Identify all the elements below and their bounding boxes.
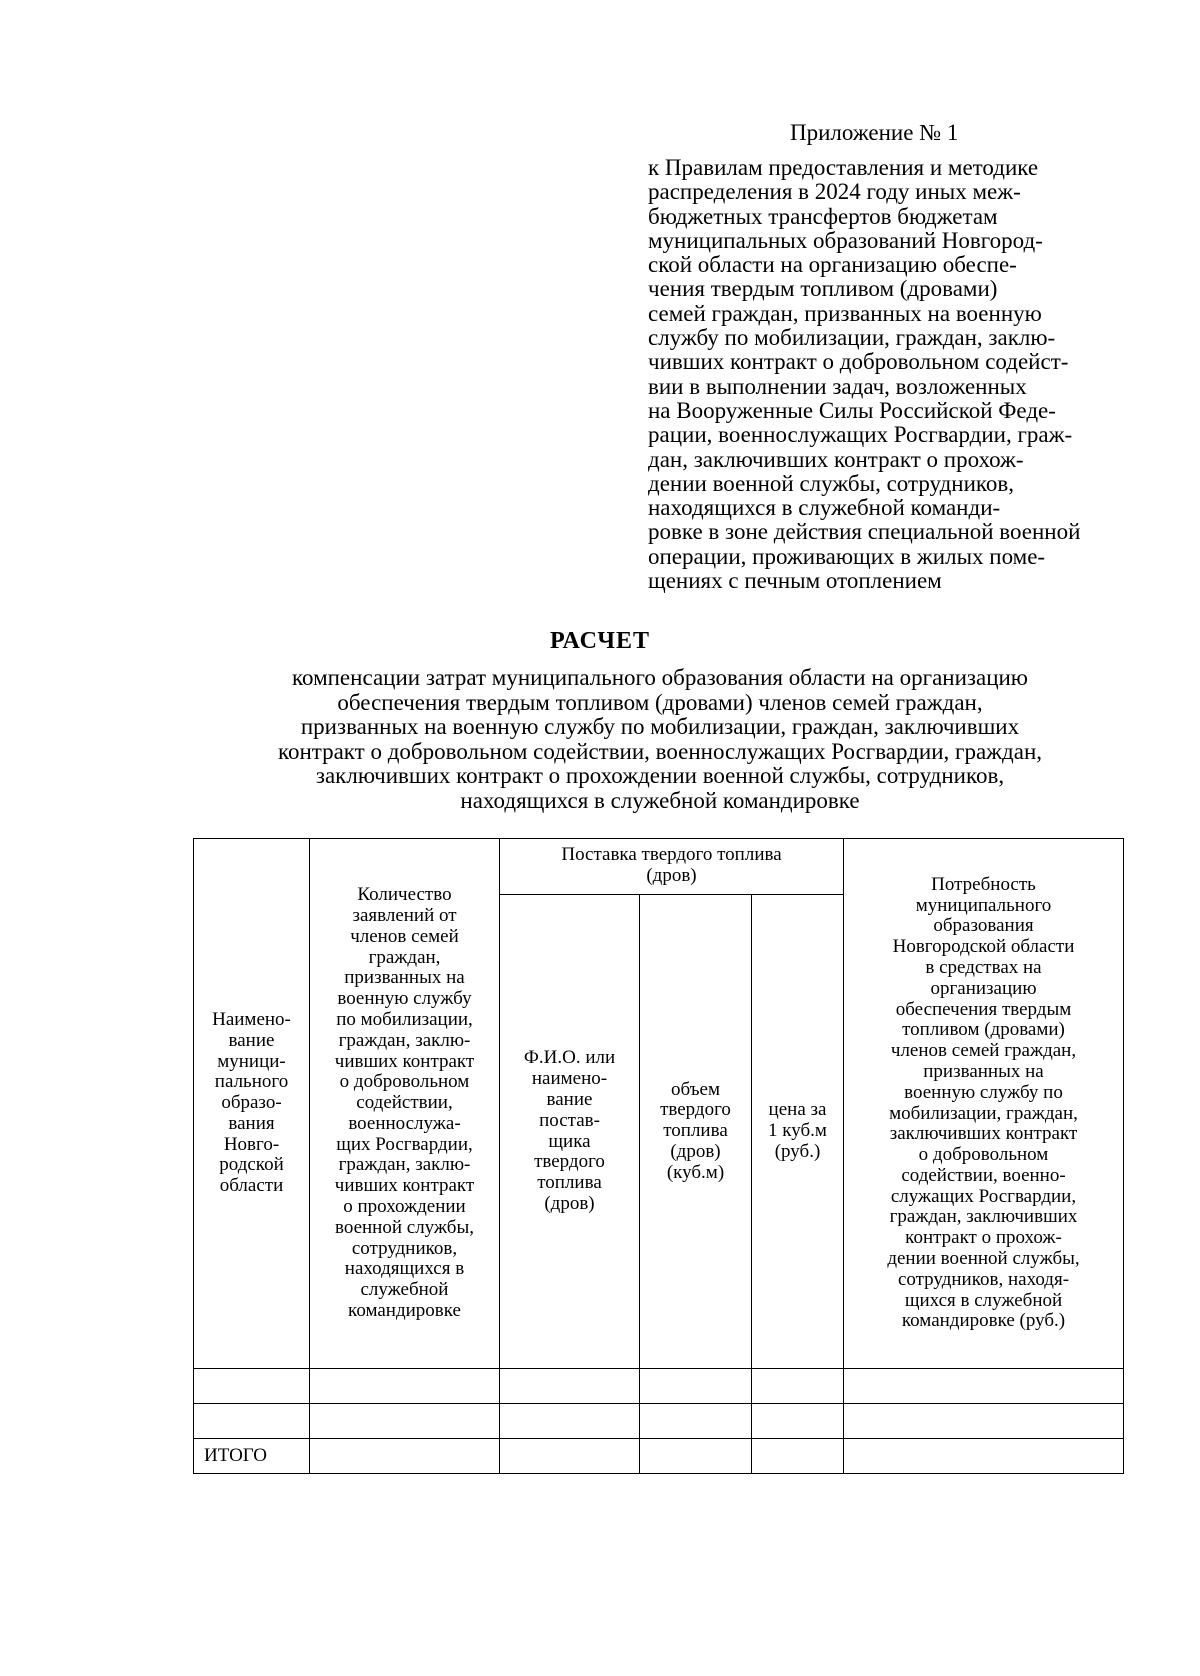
header-funding-need — [844, 839, 1124, 1369]
text-line: Потребность — [931, 873, 1036, 895]
text-line: мобилизации, граждан, — [889, 1102, 1078, 1124]
text-line: военной службы, — [335, 1216, 474, 1238]
table-cell — [752, 1439, 844, 1474]
text-line: чивших контракт — [334, 1175, 475, 1197]
text-line: в средствах на — [925, 956, 1042, 978]
text-line: чивших контракт о добровольном содейст- — [648, 349, 1069, 375]
text-line: на Вооруженные Силы Российской Феде- — [648, 397, 1056, 423]
text-line: служебной — [360, 1279, 449, 1301]
table-row — [194, 1404, 1124, 1439]
text-line: Новго- — [223, 1133, 280, 1155]
text-line: заключивших контракт о прохождении военной службы, сотрудников, — [315, 763, 1005, 788]
text-line: призванных на военную службу по мобилизации, граждан, заключивших — [300, 714, 1020, 739]
text-line: рации, военнослужащих Росгвардии, граж- — [648, 422, 1073, 448]
text-line: муниципального — [915, 894, 1052, 916]
table-cell — [640, 1404, 752, 1439]
table-cell — [310, 1369, 500, 1404]
text-line: щениях с печным отоплением — [648, 568, 942, 594]
calculation-table — [193, 838, 1124, 1474]
appendix-title: Приложение № 1 — [790, 120, 959, 145]
text-line: вания — [228, 1112, 275, 1134]
text-line: заключивших контракт — [889, 1123, 1078, 1145]
text-line: щихся в служебной — [904, 1289, 1063, 1311]
text-line: служащих Росгвардии, — [890, 1185, 1077, 1207]
text-line: граждан, — [368, 946, 441, 968]
header-fuel-supply — [500, 839, 844, 895]
table-cell — [640, 1369, 752, 1404]
table-cell — [194, 1404, 310, 1439]
text-line: обеспечения твердым топливом (дровами) членов семей граждан, — [337, 689, 983, 715]
table-cell — [500, 1439, 640, 1474]
text-line: Ф.И.О. или — [523, 1047, 616, 1069]
text-line: Поставка твердого топлива — [561, 844, 782, 865]
text-line: цена за — [768, 1099, 827, 1121]
text-line: компенсации затрат муниципального образования области на организацию — [292, 665, 1028, 690]
text-line: щика — [548, 1130, 591, 1152]
document-title: РАСЧЕТ — [549, 628, 651, 654]
table-cell — [844, 1404, 1124, 1439]
table-cell — [194, 1369, 310, 1404]
text-line: распределения в 2024 году иных меж- — [648, 179, 1021, 205]
text-line: области — [219, 1175, 284, 1197]
table-row — [194, 1369, 1124, 1404]
text-line: граждан, заклю- — [338, 1154, 471, 1176]
table-row-total — [194, 1439, 1124, 1474]
text-line: о добровольном — [339, 1071, 470, 1093]
text-line: граждан, заключивших — [889, 1206, 1078, 1228]
table-cell — [752, 1404, 844, 1439]
text-line: содействии, — [356, 1092, 453, 1114]
text-line: объем — [671, 1078, 720, 1100]
text-line: чивших контракт — [334, 1050, 475, 1072]
header-price-per-cubic-meter — [752, 895, 844, 1369]
text-line: чения твердым топливом (дровами) — [648, 276, 998, 302]
text-line: вание — [546, 1088, 593, 1110]
text-line: образо- — [221, 1092, 282, 1114]
table-cell — [844, 1369, 1124, 1404]
text-line: 1 куб.м — [768, 1120, 827, 1142]
text-line: контракт о прохож- — [905, 1227, 1062, 1249]
table-cell — [640, 1439, 752, 1474]
text-line: командировке — [348, 1300, 461, 1322]
text-line: операции, проживающих в жилых поме- — [648, 543, 1046, 569]
text-line: по мобилизации, — [336, 1008, 473, 1030]
text-line: призванных на — [344, 967, 465, 989]
text-line: (куб.м) — [666, 1161, 725, 1183]
text-line: муници- — [217, 1050, 286, 1072]
document-subtitle — [190, 666, 1130, 813]
text-line: топлива — [663, 1120, 728, 1142]
text-line: находящихся в — [344, 1258, 465, 1280]
text-line: твердого — [660, 1099, 731, 1121]
text-line: (дров) — [646, 864, 697, 886]
table-cell — [844, 1439, 1124, 1474]
text-line: военнослужа- — [348, 1112, 461, 1134]
text-line: заявлений от — [352, 904, 457, 926]
text-line: о прохождении — [343, 1196, 466, 1218]
table-cell — [310, 1439, 500, 1474]
text-line: родской — [219, 1154, 284, 1176]
text-line: вии в выполнении задач, возложенных — [648, 373, 1027, 399]
text-line: семей граждан, призванных на военную — [648, 300, 1042, 326]
table-cell — [752, 1369, 844, 1404]
text-line: контракт о добровольном содействии, военнослужащих Росгвардии, граждан, — [277, 738, 1043, 764]
text-line: образования — [933, 915, 1034, 937]
text-line: обеспечения твердым — [895, 998, 1072, 1020]
text-line: наимено- — [531, 1068, 608, 1090]
text-line: вание — [228, 1029, 275, 1051]
text-line: членов семей граждан, — [890, 1040, 1077, 1062]
text-line: граждан, заклю- — [338, 1029, 471, 1051]
text-line: Наимено- — [212, 1008, 291, 1030]
header-fuel-volume — [640, 895, 752, 1369]
text-line: дении военной службы, — [887, 1248, 1080, 1270]
header-supplier-name — [500, 895, 640, 1369]
text-line: ровке в зоне действия специальной военной — [648, 519, 1081, 545]
table-cell — [500, 1369, 640, 1404]
table-cell — [310, 1404, 500, 1439]
text-line: сотрудников, находя- — [897, 1268, 1070, 1290]
text-line: ской области на организацию обеспе- — [648, 252, 1017, 278]
table-cell — [500, 1404, 640, 1439]
text-line: к Правилам предоставления и методике — [648, 155, 1039, 180]
text-line: военную службу по — [904, 1081, 1063, 1103]
text-line: топлива — [537, 1172, 602, 1194]
text-line: призванных на — [923, 1060, 1044, 1082]
text-line: дан, заключивших контракт о прохож- — [648, 446, 1024, 472]
text-line: дении военной службы, сотрудников, — [648, 470, 1015, 496]
appendix-caption — [648, 156, 1138, 593]
text-line: муниципальных образований Новгород- — [648, 227, 1043, 253]
text-line: (руб.) — [774, 1140, 821, 1162]
text-line: Новгородской области — [892, 936, 1075, 958]
text-line: (дров) — [670, 1140, 721, 1162]
text-line: организацию — [930, 977, 1037, 999]
text-line: Количество — [357, 884, 452, 906]
text-line: о добровольном — [918, 1144, 1049, 1166]
total-label: ИТОГО — [194, 1439, 310, 1474]
text-line: топливом (дровами) — [902, 1019, 1065, 1041]
text-line: находящихся в служебной командировке — [460, 787, 860, 813]
text-line: бюджетных трансфертов бюджетам — [648, 203, 998, 229]
text-line: щих Росгвардии, — [336, 1133, 473, 1155]
text-line: командировке (руб.) — [901, 1310, 1066, 1332]
text-line: службу по мобилизации, граждан, заклю- — [648, 325, 1056, 351]
text-line: постав- — [539, 1109, 600, 1131]
text-line: (дров) — [544, 1192, 595, 1214]
text-line: содействии, военно- — [901, 1164, 1066, 1186]
header-applications-count — [310, 839, 500, 1369]
text-line: твердого — [534, 1151, 605, 1173]
text-line: находящихся в служебной команди- — [648, 495, 1001, 521]
text-line: военную службу — [337, 988, 472, 1010]
text-line: пального — [214, 1071, 289, 1093]
text-line: сотрудников, — [351, 1237, 458, 1259]
header-municipality — [194, 839, 310, 1369]
text-line: членов семей — [350, 925, 459, 947]
